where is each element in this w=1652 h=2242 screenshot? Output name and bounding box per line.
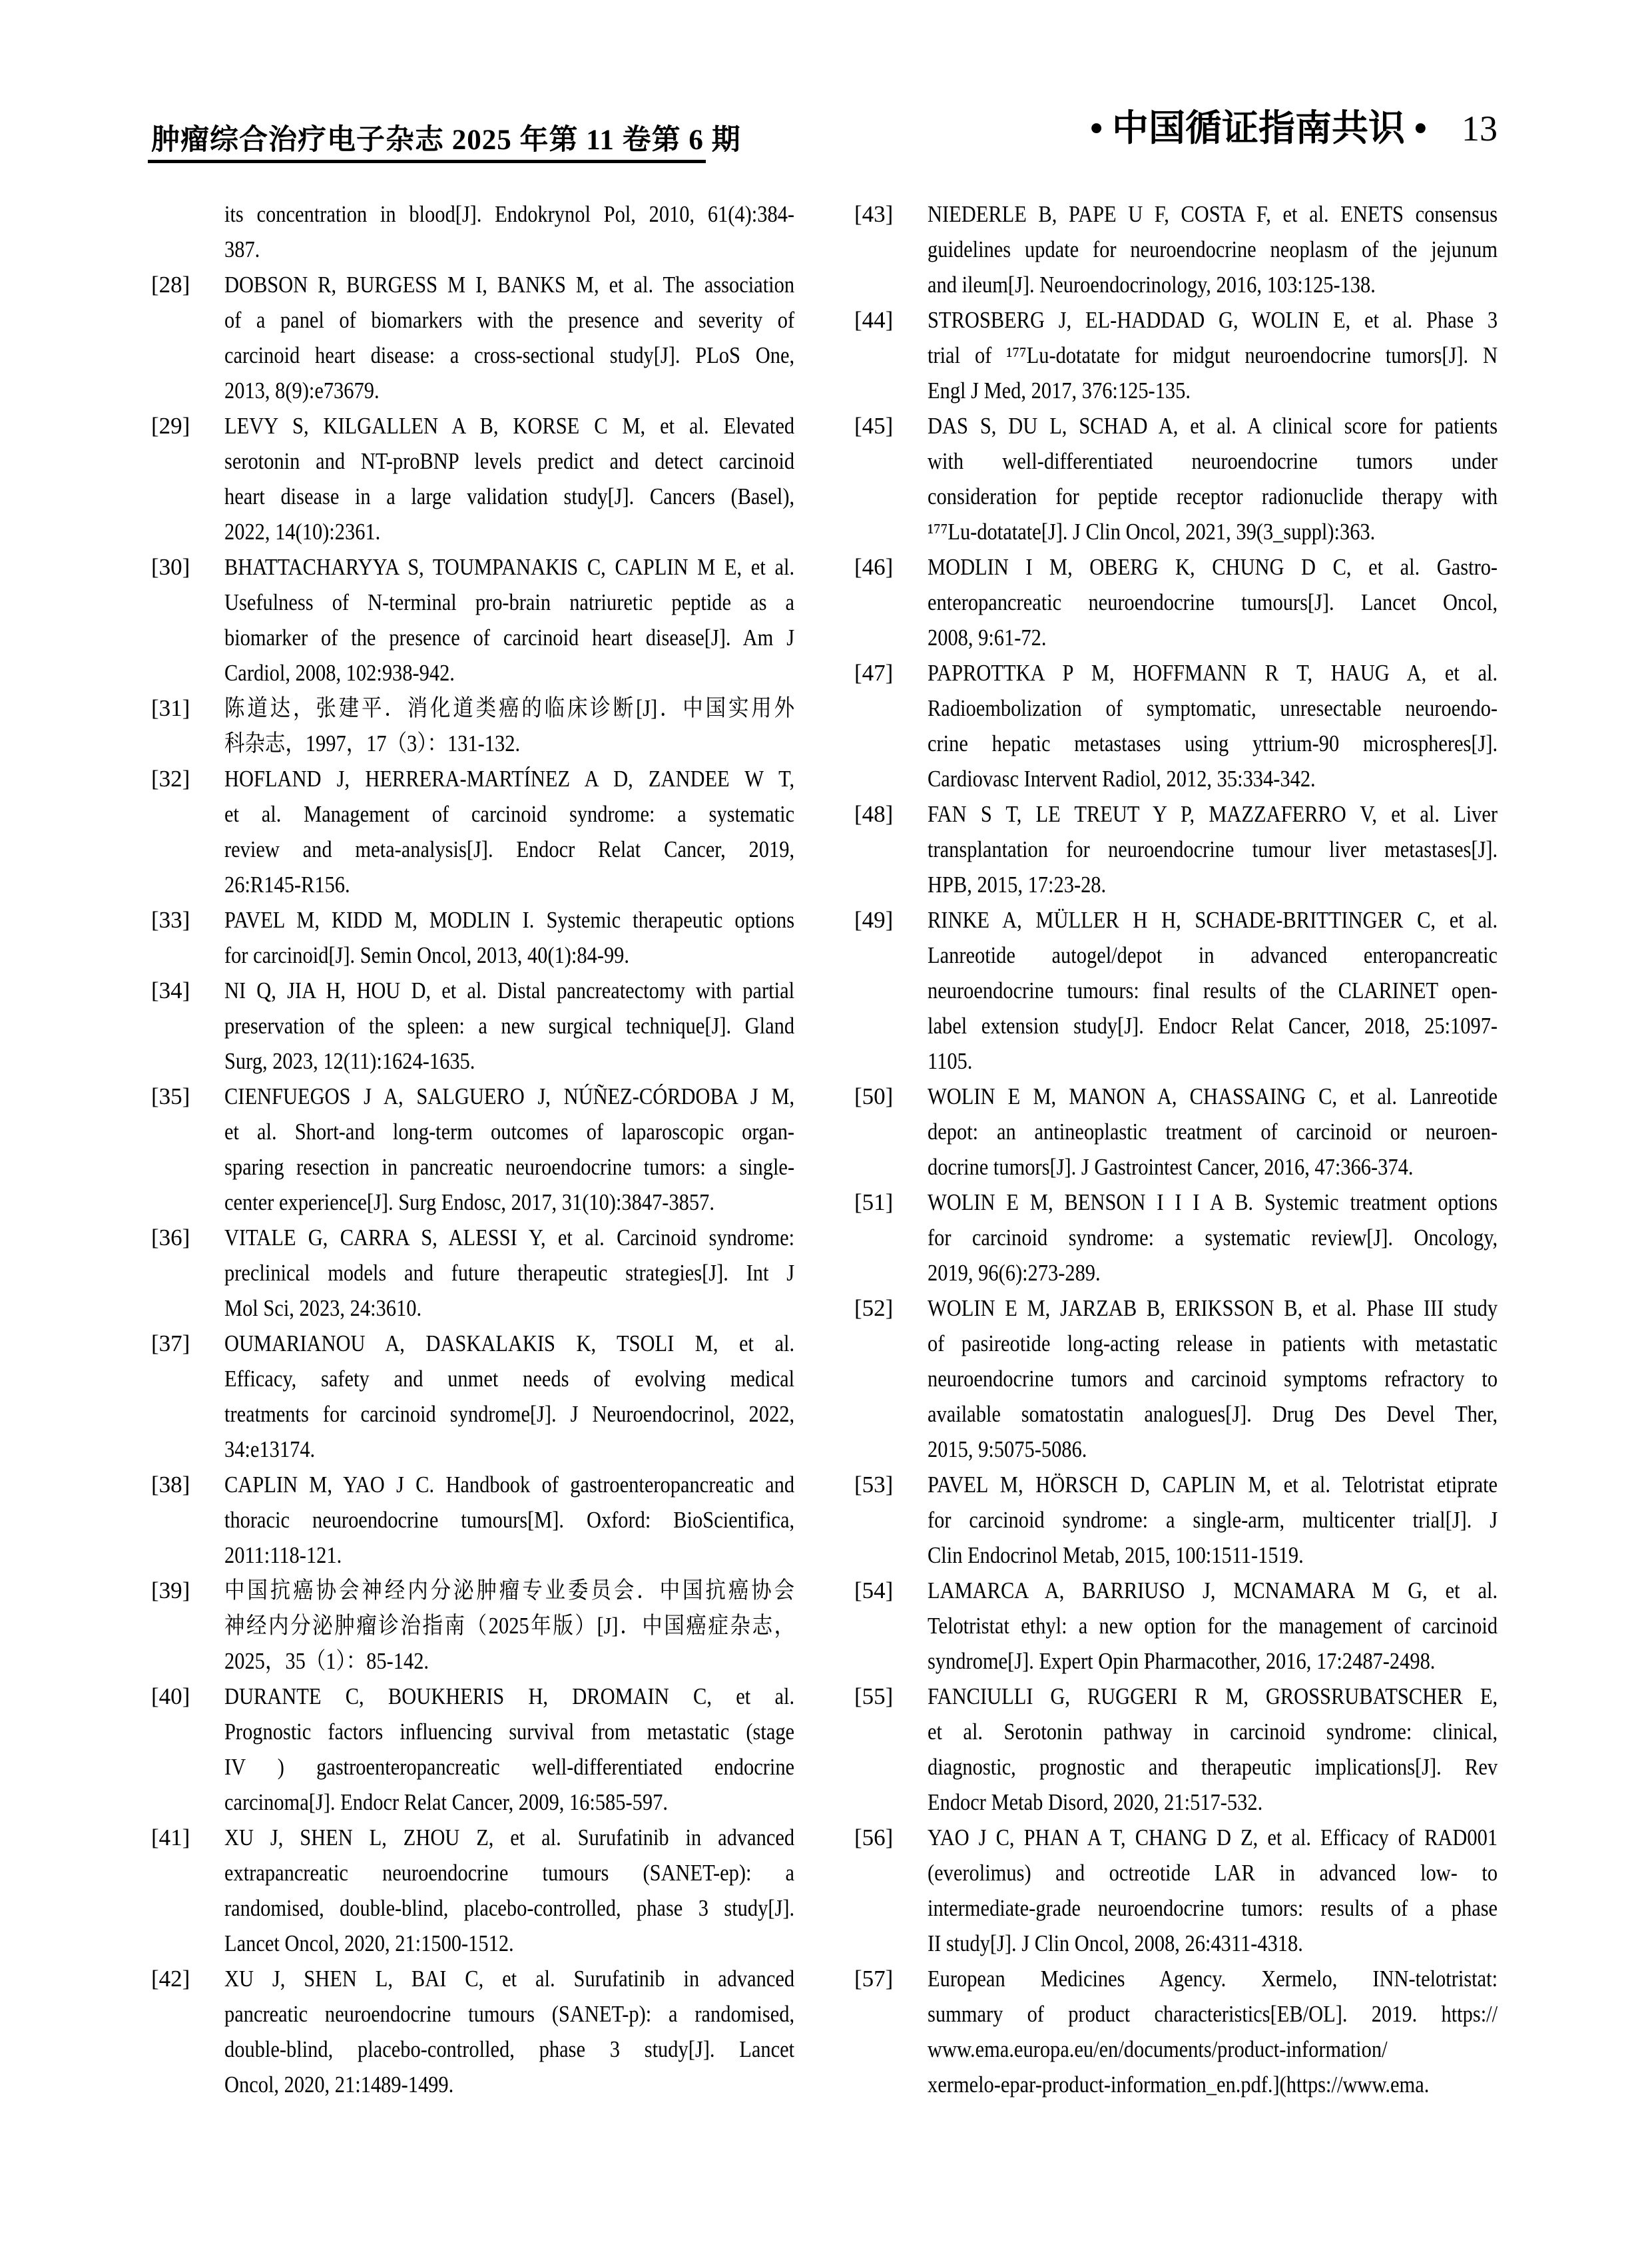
reference — [854, 655, 1540, 796]
reference — [854, 796, 1540, 902]
header-right — [1090, 99, 1498, 151]
reference-number: [39] — [151, 1577, 190, 1603]
reference — [151, 1467, 837, 1573]
reference — [854, 1820, 1540, 1961]
reference-line: Clin Endocrinol Metab, 2015, 100:1511-1519. — [928, 1542, 1304, 1568]
reference-text — [224, 973, 794, 1079]
reference-number: [49] — [854, 907, 894, 933]
reference-number: [30] — [151, 554, 190, 580]
reference — [151, 761, 837, 902]
reference-line: summary of product characteristics[EB/OL]. 2019. https:// — [928, 2001, 1498, 2027]
reference-number: [55] — [854, 1683, 894, 1709]
reference-number: [38] — [151, 1472, 190, 1498]
reference-text — [224, 196, 794, 267]
reference-line: randomised, double-blind, placebo-controlled, phase 3 study[J]. — [224, 1895, 795, 1921]
reference — [151, 902, 837, 973]
reference-line: Cardiol, 2008, 102:938-942. — [224, 660, 455, 686]
reference — [151, 973, 837, 1079]
reference-number: [28] — [151, 272, 190, 298]
reference-line: guidelines update for neuroendocrine neoplasm of the jejunum — [928, 236, 1498, 262]
reference-line: 34:e13174. — [224, 1436, 316, 1462]
reference-text — [928, 1079, 1498, 1185]
reference — [151, 1679, 837, 1820]
reference-line: 2008, 9:61-72. — [928, 625, 1047, 651]
reference-number: [48] — [854, 801, 894, 827]
reference-line: DAS S, DU L, SCHAD A, et al. A clinical score for patients — [928, 413, 1498, 439]
reference-line: MODLIN I M, OBERG K, CHUNG D C, et al. Gastro- — [928, 554, 1498, 580]
reference-number: [33] — [151, 907, 190, 933]
reference — [151, 1573, 837, 1679]
reference-number: [50] — [854, 1083, 894, 1109]
reference-number: [43] — [854, 201, 894, 227]
reference-line: XU J, SHEN L, BAI C, et al. Surufatinib in advanced — [224, 1966, 795, 1992]
reference-line: 科杂志，1997，17（3）：131-132. — [224, 730, 521, 756]
reference-line: OUMARIANOU A, DASKALAKIS K, TSOLI M, et al. — [224, 1330, 795, 1356]
reference-line: LEVY S, KILGALLEN A B, KORSE C M, et al. Elevated — [224, 413, 795, 439]
reference-line: Cardiovasc Intervent Radiol, 2012, 35:334-342. — [928, 766, 1316, 792]
reference — [151, 549, 837, 691]
reference-line: European Medicines Agency. Xermelo, INN-telotristat: — [928, 1966, 1498, 1992]
reference — [854, 549, 1540, 655]
reference-line: Efficacy, safety and unmet needs of evolving medical — [224, 1366, 795, 1392]
reference-text — [928, 1573, 1498, 1679]
reference — [854, 302, 1540, 408]
reference-line: ¹⁷⁷Lu-dotatate[J]. J Clin Oncol, 2021, 39(3_suppl):363. — [928, 519, 1376, 545]
reference-line: 中国抗癌协会神经内分泌肿瘤专业委员会．中国抗癌协会 — [224, 1577, 795, 1603]
reference-line: Surg, 2023, 12(11):1624-1635. — [224, 1048, 475, 1074]
reference — [151, 408, 837, 549]
reference-line: preclinical models and future therapeutic strategies[J]. Int J — [224, 1260, 795, 1286]
reference-text — [224, 1467, 794, 1573]
reference-line: treatments for carcinoid syndrome[J]. J Neuroendocrinol, 2022, — [224, 1401, 795, 1427]
reference-line: 陈道达，张建平．消化道类癌的临床诊断[J]．中国实用外 — [224, 695, 795, 721]
reference-line: Oncol, 2020, 21:1489-1499. — [224, 2072, 454, 2098]
reference-line: Prognostic factors influencing survival from metastatic (stage — [224, 1719, 795, 1745]
reference-line: neuroendocrine tumors and carcinoid symptoms refractory to — [928, 1366, 1498, 1392]
reference-line: review and meta-analysis[J]. Endocr Relat Cancer, 2019, — [224, 836, 795, 862]
reference-number: [36] — [151, 1225, 190, 1251]
reference-line: serotonin and NT-proBNP levels predict and detect carcinoid — [224, 448, 795, 474]
reference-text — [928, 1290, 1498, 1467]
reference-line: for carcinoid syndrome: a single-arm, multicenter trial[J]. J — [928, 1507, 1498, 1533]
reference-line: (everolimus) and octreotide LAR in advanced low- to — [928, 1860, 1498, 1886]
header-rule — [148, 160, 706, 163]
reference-line: 神经内分泌肿瘤诊治指南（2025年版）[J]．中国癌症杂志， — [224, 1613, 795, 1639]
reference-line: biomarker of the presence of carcinoid heart disease[J]. Am J — [224, 625, 795, 651]
reference-number: [37] — [151, 1330, 190, 1356]
reference-line: VITALE G, CARRA S, ALESSI Y, et al. Carcinoid syndrome: — [224, 1225, 795, 1251]
reference-number: [54] — [854, 1577, 894, 1603]
reference-line: RINKE A, MÜLLER H H, SCHADE-BRITTINGER C, et al. — [928, 907, 1498, 933]
reference-number: [53] — [854, 1472, 894, 1498]
reference-text — [928, 302, 1498, 408]
reference-number: [42] — [151, 1966, 190, 1992]
reference-line: Usefulness of N-terminal pro-brain natriuretic peptide as a — [224, 589, 795, 615]
reference-line: of pasireotide long-acting release in patients with metastatic — [928, 1330, 1498, 1356]
reference-text — [224, 267, 794, 408]
reference-text — [224, 1961, 794, 2102]
reference-text — [224, 761, 794, 902]
reference-text — [224, 549, 794, 691]
reference-text — [224, 1326, 794, 1467]
reference-line: 387. — [224, 236, 260, 262]
reference-line: PAVEL M, KIDD M, MODLIN I. Systemic therapeutic options — [224, 907, 795, 933]
reference-text — [928, 1820, 1498, 1961]
reference-text — [224, 1679, 794, 1820]
reference-text — [224, 691, 794, 761]
reference-line: transplantation for neuroendocrine tumour liver metastases[J]. — [928, 836, 1498, 862]
reference-line: WOLIN E M, BENSON I I I A B. Systemic treatment options — [928, 1189, 1498, 1215]
reference-line: BHATTACHARYYA S, TOUMPANAKIS C, CAPLIN M E, et al. — [224, 554, 795, 580]
reference-line: Radioembolization of symptomatic, unresectable neuroendo- — [928, 695, 1498, 721]
reference-text — [928, 902, 1498, 1079]
reference — [151, 1326, 837, 1467]
reference — [854, 1290, 1540, 1467]
reference-line: et al. Management of carcinoid syndrome: a systematic — [224, 801, 795, 827]
reference-text — [928, 1185, 1498, 1290]
reference — [151, 1820, 837, 1961]
reference — [854, 1961, 1540, 2102]
reference — [151, 1079, 837, 1220]
reference-line: label extension study[J]. Endocr Relat Cancer, 2018, 25:1097- — [928, 1013, 1498, 1039]
reference-number: [52] — [854, 1295, 894, 1321]
reference-line: 26:R145-R156. — [224, 872, 350, 898]
reference-line: syndrome[J]. Expert Opin Pharmacother, 2016, 17:2487-2498. — [928, 1648, 1436, 1674]
reference-line: extrapancreatic neuroendocrine tumours (SANET-ep): a — [224, 1860, 795, 1886]
reference-line: NIEDERLE B, PAPE U F, COSTA F, et al. ENETS consensus — [928, 201, 1498, 227]
reference — [854, 1679, 1540, 1820]
reference-number: [35] — [151, 1083, 190, 1109]
section-label: • 中国循证指南共识 • — [1089, 108, 1427, 148]
reference — [854, 1185, 1540, 1290]
reference — [854, 1573, 1540, 1679]
reference-number: [51] — [854, 1189, 894, 1215]
reference-line: PAVEL M, HÖRSCH D, CAPLIN M, et al. Telotristat etiprate — [928, 1472, 1498, 1498]
reference-line: consideration for peptide receptor radionuclide therapy with — [928, 483, 1498, 509]
reference — [151, 196, 837, 267]
reference-text — [928, 408, 1498, 549]
reference-line: Lanreotide autogel/depot in advanced enteropancreatic — [928, 942, 1498, 968]
reference-line: of a panel of biomarkers with the presence and severity of — [224, 307, 795, 333]
reference-line: 2025，35（1）：85-142. — [224, 1648, 429, 1674]
reference-line: WOLIN E M, JARZAB B, ERIKSSON B, et al. Phase III study — [928, 1295, 1498, 1321]
reference-line: 2019, 96(6):273-289. — [928, 1260, 1101, 1286]
reference-line: XU J, SHEN L, ZHOU Z, et al. Surufatinib in advanced — [224, 1824, 795, 1850]
reference — [854, 1467, 1540, 1573]
reference-text — [928, 796, 1498, 902]
reference-line: 1105. — [928, 1048, 973, 1074]
reference-line: preservation of the spleen: a new surgical technique[J]. Gland — [224, 1013, 795, 1039]
reference-line: crine hepatic metastases using yttrium-90 microspheres[J]. — [928, 730, 1498, 756]
reference-number: [40] — [151, 1683, 190, 1709]
reference-text — [224, 1573, 794, 1679]
reference-line: enteropancreatic neuroendocrine tumours[J]. Lancet Oncol, — [928, 589, 1498, 615]
reference-line: FAN S T, LE TREUT Y P, MAZZAFERRO V, et al. Liver — [928, 801, 1498, 827]
reference-line: 2011:118-121. — [224, 1542, 342, 1568]
reference-text — [928, 1679, 1498, 1820]
reference-line: double-blind, placebo-controlled, phase 3 study[J]. Lancet — [224, 2036, 795, 2062]
reference — [151, 691, 837, 761]
reference-line: Telotristat ethyl: a new option for the management of carcinoid — [928, 1613, 1498, 1639]
reference-line: DOBSON R, BURGESS M I, BANKS M, et al. The association — [224, 272, 795, 298]
reference-line: center experience[J]. Surg Endosc, 2017, 31(10):3847-3857. — [224, 1189, 714, 1215]
reference-line: carcinoma[J]. Endocr Relat Cancer, 2009, 16:585-597. — [224, 1789, 668, 1815]
reference-line: Lancet Oncol, 2020, 21:1500-1512. — [224, 1930, 514, 1956]
reference-line: thoracic neuroendocrine tumours[M]. Oxford: BioScientifica, — [224, 1507, 795, 1533]
reference — [151, 1220, 837, 1326]
references-right-column — [854, 196, 1540, 2102]
reference-line: et al. Serotonin pathway in carcinoid syndrome: clinical, — [928, 1719, 1498, 1745]
reference-line: Engl J Med, 2017, 376:125-135. — [928, 378, 1191, 404]
reference — [151, 267, 837, 408]
reference — [854, 408, 1540, 549]
references-left-column — [151, 196, 837, 2102]
reference-line: 2015, 9:5075-5086. — [928, 1436, 1087, 1462]
reference — [151, 1961, 837, 2102]
reference-number: [41] — [151, 1824, 190, 1850]
reference-line: diagnostic, prognostic and therapeutic implications[J]. Rev — [928, 1754, 1498, 1780]
reference-line: HPB, 2015, 17:23-28. — [928, 872, 1107, 898]
reference-text — [928, 549, 1498, 655]
reference-line: CAPLIN M, YAO J C. Handbook of gastroenteropancreatic and — [224, 1472, 795, 1498]
reference-number: [45] — [854, 413, 894, 439]
reference-number: [56] — [854, 1824, 894, 1850]
reference-line: sparing resection in pancreatic neuroendocrine tumors: a single- — [224, 1154, 795, 1180]
reference-line: DURANTE C, BOUKHERIS H, DROMAIN C, et al. — [224, 1683, 795, 1709]
reference-number: [47] — [854, 660, 894, 686]
reference-text — [928, 1961, 1498, 2102]
reference-line: HOFLAND J, HERRERA-MARTÍNEZ A D, ZANDEE W T, — [224, 766, 795, 792]
reference-line: for carcinoid syndrome: a systematic review[J]. Oncology, — [928, 1225, 1498, 1251]
page-number: 13 — [1462, 109, 1498, 148]
reference-line: trial of ¹⁷⁷Lu-dotatate for midgut neuroendocrine tumors[J]. N — [928, 342, 1498, 368]
reference-line: YAO J C, PHAN A T, CHANG D Z, et al. Efficacy of RAD001 — [928, 1824, 1498, 1850]
reference-line: IV ) gastroenteropancreatic well-differentiated endocrine — [224, 1754, 795, 1780]
reference-line: pancreatic neuroendocrine tumours (SANET-p): a randomised, — [224, 2001, 795, 2027]
reference-line: NI Q, JIA H, HOU D, et al. Distal pancreatectomy with partial — [224, 978, 795, 1003]
reference-line: carcinoid heart disease: a cross-sectional study[J]. PLoS One, — [224, 342, 795, 368]
reference-text — [928, 196, 1498, 302]
reference-number: [46] — [854, 554, 894, 580]
reference-number: [32] — [151, 766, 190, 792]
reference-line: available somatostatin analogues[J]. Drug Des Devel Ther, — [928, 1401, 1498, 1427]
reference-text — [224, 1079, 794, 1220]
reference-line: FANCIULLI G, RUGGERI R M, GROSSRUBATSCHER E, — [928, 1683, 1498, 1709]
reference-line: with well-differentiated neuroendocrine tumors under — [928, 448, 1498, 474]
reference-line: for carcinoid[J]. Semin Oncol, 2013, 40(1):84-99. — [224, 942, 630, 968]
reference — [854, 902, 1540, 1079]
reference-line: CIENFUEGOS J A, SALGUERO J, NÚÑEZ-CÓRDOBA J M, — [224, 1083, 795, 1109]
reference-text — [224, 1220, 794, 1326]
journal-title: 肿瘤综合治疗电子杂志 2025 年第 11 卷第 6 期 — [151, 125, 741, 156]
reference-line: et al. Short-and long-term outcomes of laparoscopic organ- — [224, 1119, 795, 1145]
reference-line: intermediate-grade neuroendocrine tumors: results of a phase — [928, 1895, 1498, 1921]
reference-number: [44] — [854, 307, 894, 333]
reference-line: Mol Sci, 2023, 24:3610. — [224, 1295, 422, 1321]
reference-line: PAPROTTKA P M, HOFFMANN R T, HAUG A, et al. — [928, 660, 1498, 686]
reference-text — [224, 902, 794, 973]
reference-line: xermelo-epar-product-information_en.pdf.](https://www.ema. — [928, 2072, 1430, 2098]
reference-line: docrine tumors[J]. J Gastrointest Cancer, 2016, 47:366-374. — [928, 1154, 1414, 1180]
reference-line: and ileum[J]. Neuroendocrinology, 2016, 103:125-138. — [928, 272, 1376, 298]
reference-number: [31] — [151, 695, 190, 721]
reference-text — [224, 408, 794, 549]
reference-line: LAMARCA A, BARRIUSO J, MCNAMARA M G, et al. — [928, 1577, 1498, 1603]
reference-line: www.ema.europa.eu/en/documents/product-information/ — [928, 2036, 1388, 2062]
reference-line: heart disease in a large validation study[J]. Cancers (Basel), — [224, 483, 795, 509]
reference-text — [928, 1467, 1498, 1573]
reference-text — [928, 655, 1498, 796]
reference-line: Endocr Metab Disord, 2020, 21:517-532. — [928, 1789, 1263, 1815]
reference-text — [224, 1820, 794, 1961]
reference-line: 2013, 8(9):e73679. — [224, 378, 380, 404]
reference-line: WOLIN E M, MANON A, CHASSAING C, et al. Lanreotide — [928, 1083, 1498, 1109]
reference-line: its concentration in blood[J]. Endokrynol Pol, 2010, 61(4):384- — [224, 201, 795, 227]
reference — [854, 196, 1540, 302]
reference-line: neuroendocrine tumours: final results of the CLARINET open- — [928, 978, 1498, 1003]
reference-line: depot: an antineoplastic treatment of carcinoid or neuroen- — [928, 1119, 1498, 1145]
reference-number: [29] — [151, 413, 190, 439]
reference-line: 2022, 14(10):2361. — [224, 519, 381, 545]
reference — [854, 1079, 1540, 1185]
reference-line: STROSBERG J, EL-HADDAD G, WOLIN E, et al. Phase 3 — [928, 307, 1498, 333]
reference-line: II study[J]. J Clin Oncol, 2008, 26:4311-4318. — [928, 1930, 1303, 1956]
reference-number: [57] — [854, 1966, 894, 1992]
reference-number: [34] — [151, 978, 190, 1003]
